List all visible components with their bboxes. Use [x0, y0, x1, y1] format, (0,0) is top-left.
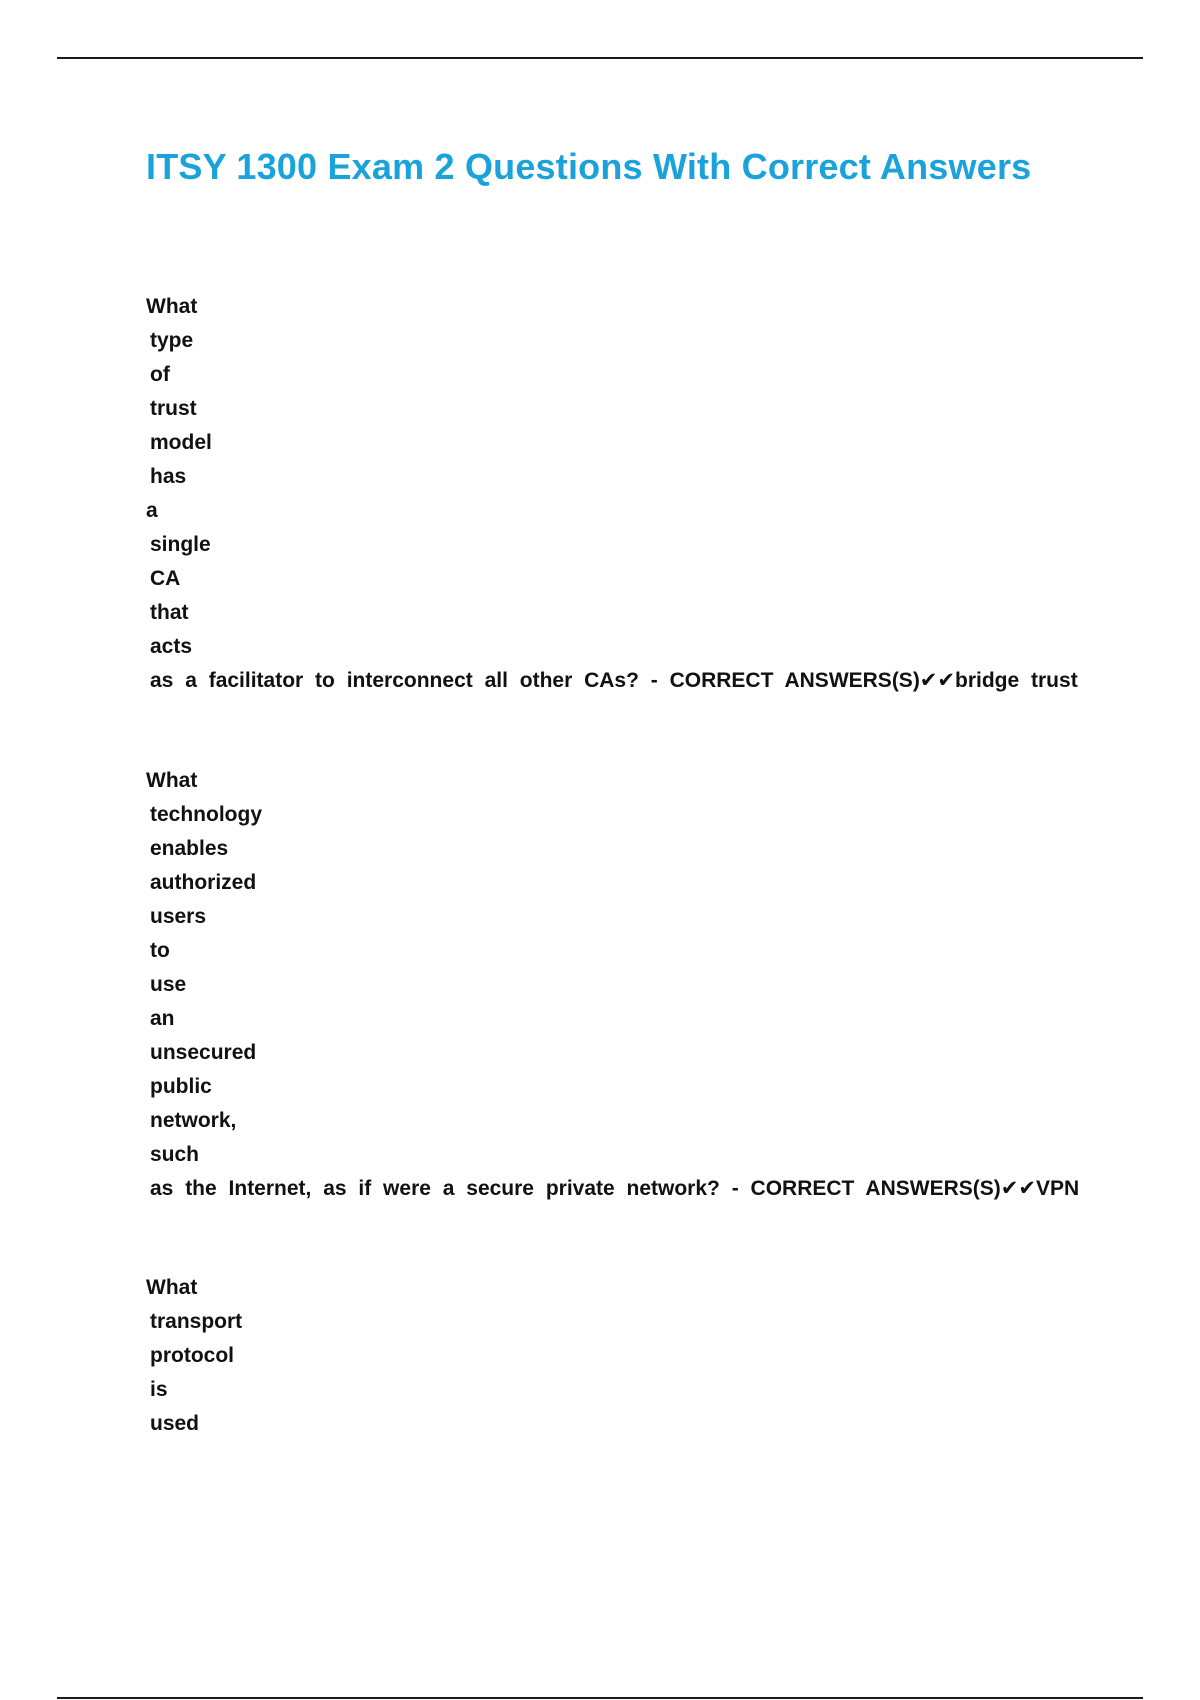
question-text: as a facilitator to interconnect all other CAs? - — [150, 669, 670, 692]
question-text: as the Internet, as if were a secure private network? - — [150, 1177, 751, 1200]
question-word: CA — [150, 567, 181, 590]
question-word: model — [150, 431, 212, 454]
question-word: a — [146, 499, 158, 522]
question-final-line — [146, 664, 1106, 698]
question-word: network, — [150, 1109, 237, 1132]
question-word: technology — [150, 803, 263, 826]
question-word: unsecured — [150, 1041, 257, 1064]
answer-text: VPN — [1035, 1177, 1080, 1200]
question-word: that — [150, 601, 189, 624]
question-word: single — [150, 533, 211, 556]
document-title: ITSY 1300 Exam 2 Questions With Correct Answers — [146, 146, 1032, 187]
question-word: authorized — [150, 871, 257, 894]
question-word: such — [150, 1143, 200, 1166]
question-word: trust — [150, 397, 197, 420]
answer-marker: CORRECT ANSWERS(S)✔✔ — [750, 1177, 1036, 1200]
question-word: What — [146, 295, 198, 318]
question-1 — [146, 290, 1106, 698]
question-word: to — [150, 939, 170, 962]
question-3 — [146, 1271, 1106, 1441]
question-word: has — [150, 465, 187, 488]
question-word: What — [146, 1276, 198, 1299]
question-word: of — [150, 363, 170, 386]
question-word: acts — [150, 635, 193, 658]
footer-rule — [57, 1697, 1143, 1699]
question-word: used — [150, 1412, 200, 1435]
question-word: What — [146, 769, 198, 792]
answer-text: bridge trust — [955, 669, 1078, 692]
question-word: an — [150, 1007, 175, 1030]
question-word: protocol — [150, 1344, 234, 1367]
question-word: type — [150, 329, 194, 352]
question-word: transport — [150, 1310, 243, 1333]
question-2 — [146, 764, 1106, 1206]
question-word: enables — [150, 837, 229, 860]
question-word: users — [150, 905, 207, 928]
question-word: is — [150, 1378, 168, 1401]
question-final-line — [146, 1172, 1106, 1206]
answer-marker: CORRECT ANSWERS(S)✔✔ — [669, 669, 956, 692]
header-rule — [57, 57, 1143, 59]
question-word: public — [150, 1075, 212, 1098]
question-word: use — [150, 973, 187, 996]
